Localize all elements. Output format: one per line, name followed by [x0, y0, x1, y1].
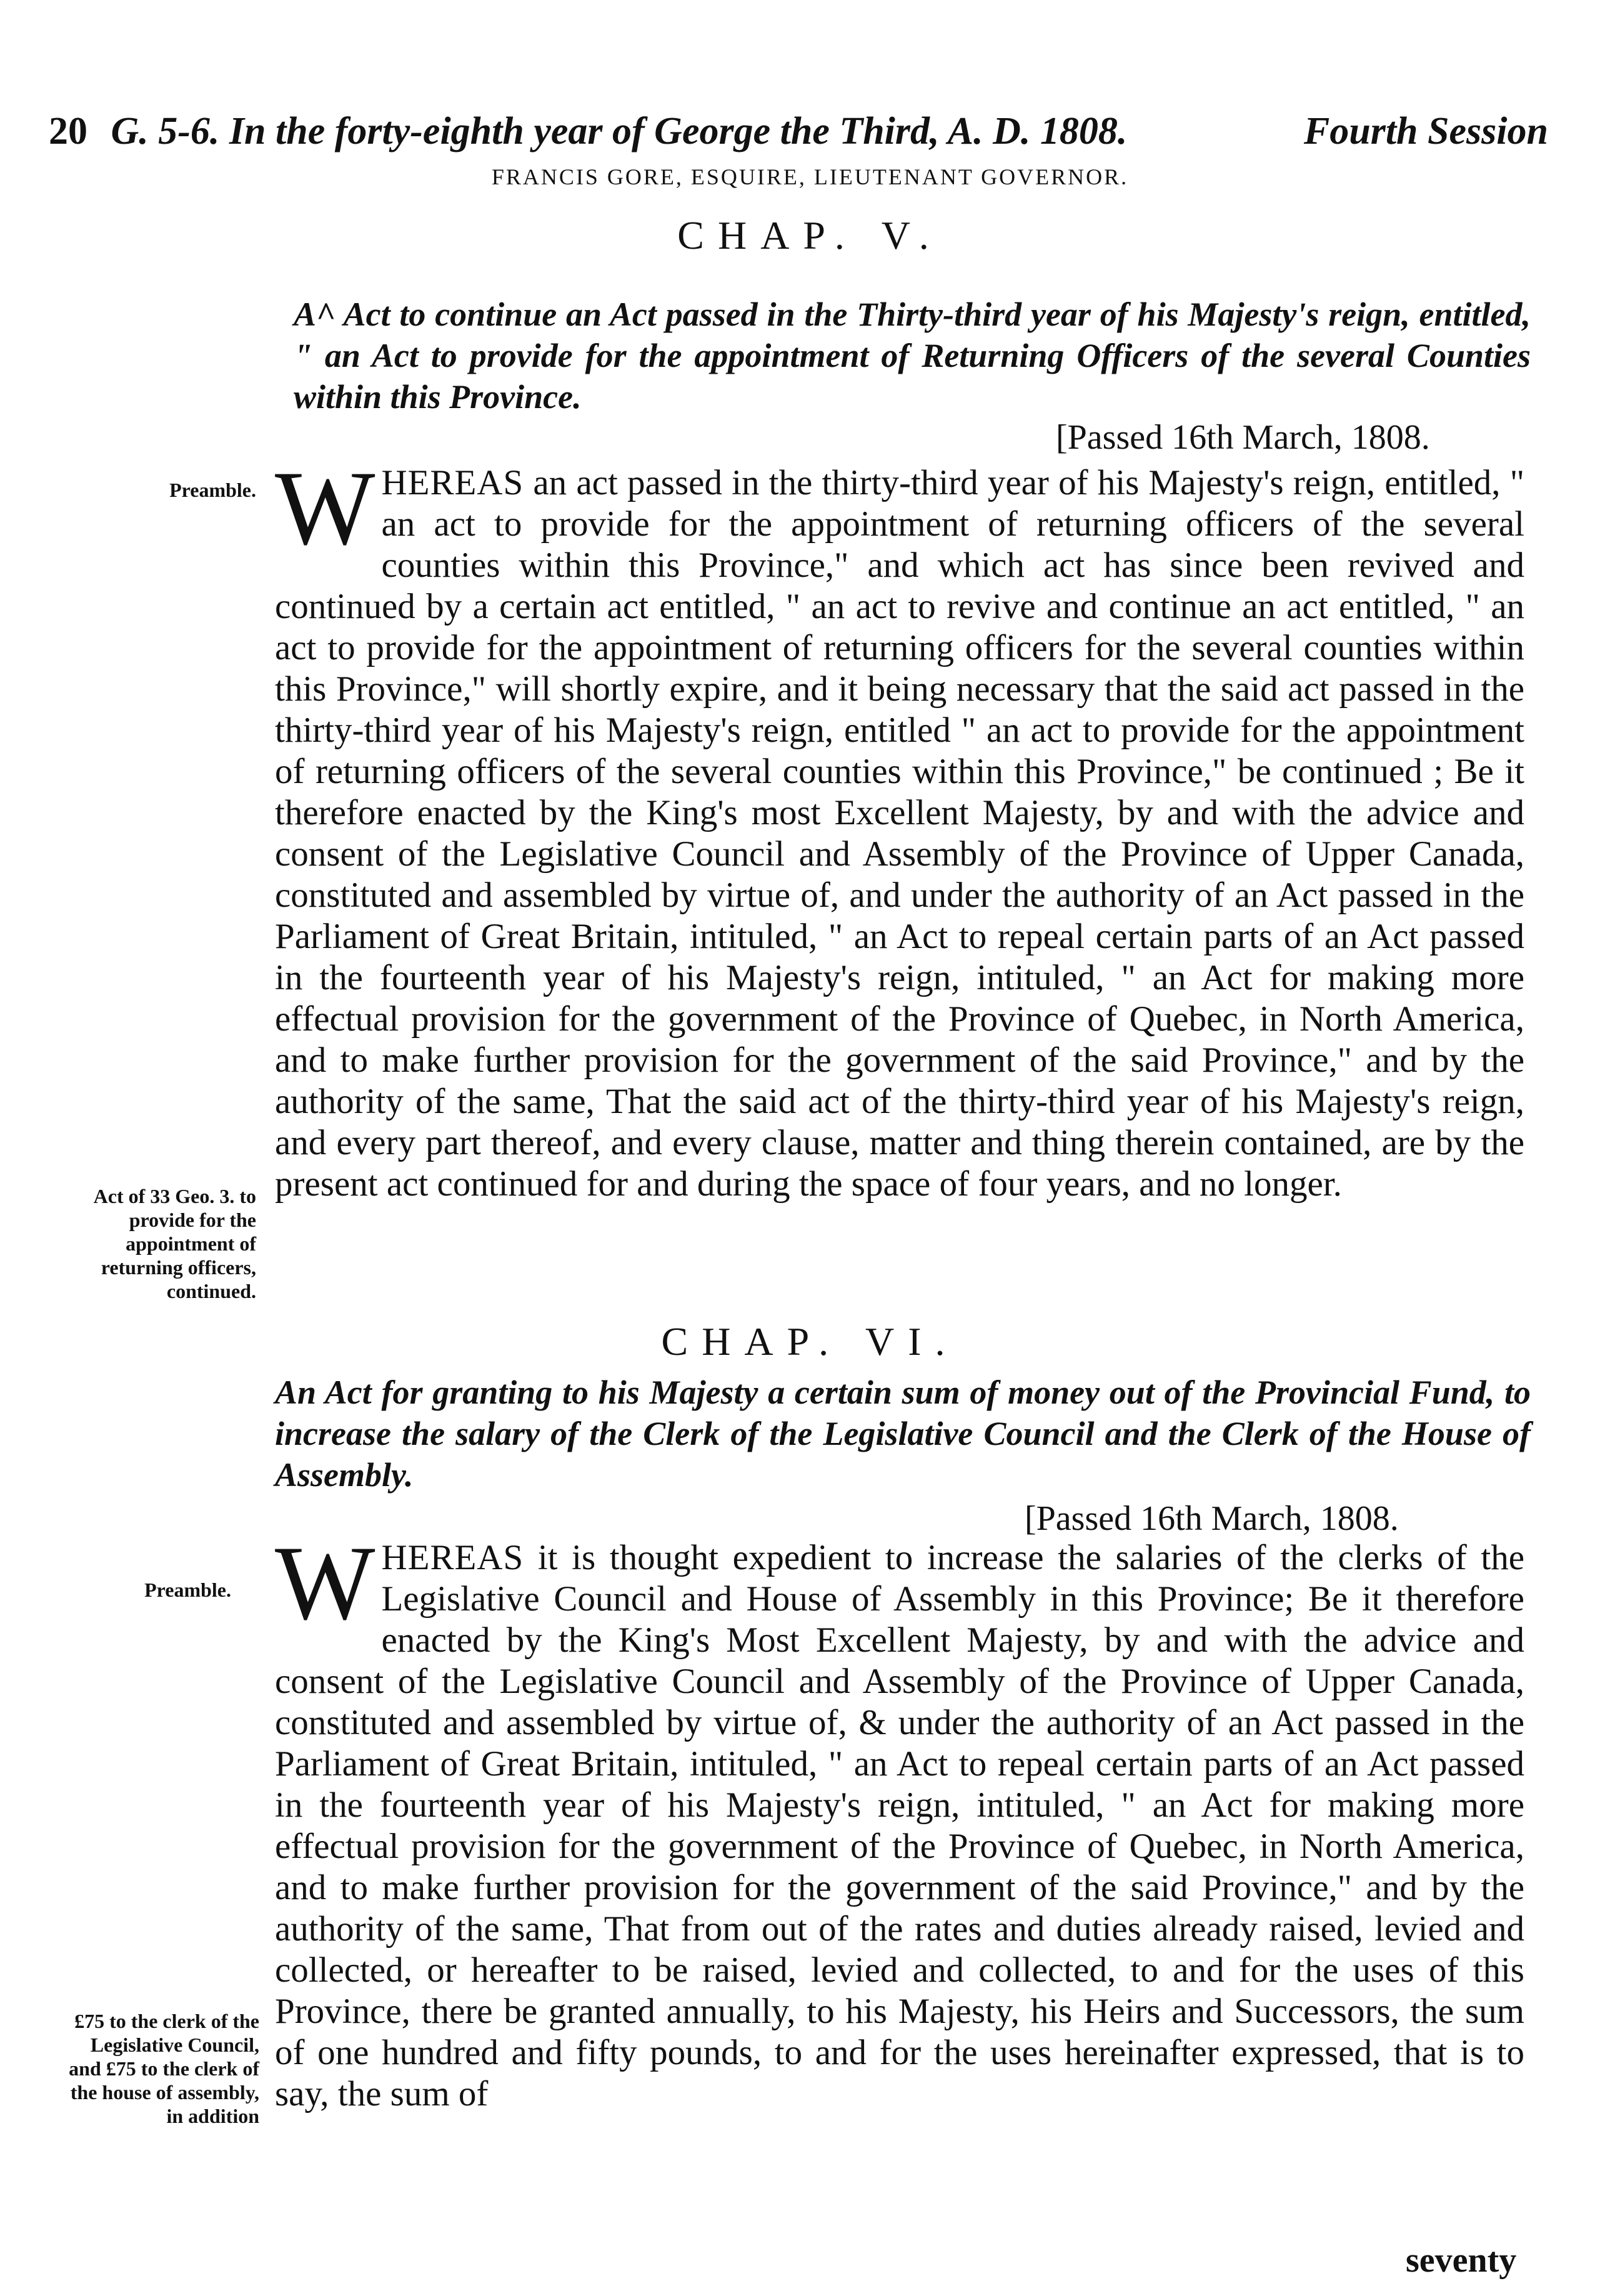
chapter-6-body — [275, 1524, 1524, 2231]
chapter-6-margin-salary: £75 to the clerk of the Legislative Council, and £75 to the clerk of the house of assembly, in addition — [69, 2010, 259, 2127]
chapter-range: G. 5-6. — [111, 110, 220, 152]
chapter-5-body-text: an act passed in the thirty-third year of his Majesty's reign, entitled, " an act to provide for the appointment of returning officers of the several counties within this Province," and which act has since been revived and continued by a certain act entitled, " an act to revive and continue an act entitled, " an act to provide for the appointment of returning officers for the several counties within this Province," will shortly expire, and it being necessary that the said act passed in the thirty-third year of his Majesty's reign, entitled " an act to provide for the appointment of returning officers of the several counties within this Province," be continued ; Be it therefore enacted by the King's most Excellent Majesty, by and with the advice and consent of the Legislative Council and Assembly of the Province of Upper Canada, constituted and assembled by virtue of, and under the authority of an Act passed in the Parliament of Great Britain, intituled, " an Act to repeal certain parts of an Act passed in the fourteenth year of his Majesty's reign, intituled, " an Act for making more effectual provision for the government of the Province of Quebec, in North America, and to make further provision for the government of the said Province," and by the authority of the same, That the said act of the thirty-third year of his Majesty's reign, and every part thereof, and every clause, matter and thing therein contained, are by the present act continued for and during the space of four years, and no longer. — [275, 463, 1525, 1204]
chapter-5-heading: CHAP. V. — [677, 213, 943, 257]
chapter-6-passed-date: [Passed 16th March, 1808. — [1025, 1499, 1399, 1538]
running-head — [49, 109, 1548, 154]
chapter-5-passed-date: [Passed 16th March, 1808. — [1056, 418, 1430, 457]
chapter-5-margin-preamble: Preamble. — [169, 479, 256, 501]
chapter-5-first-word: HEREAS — [381, 463, 524, 502]
chapter-6-margin-preamble: Preamble. — [144, 1579, 231, 1601]
page-number: 20 — [49, 110, 87, 152]
running-subtitle: FRANCIS GORE, ESQUIRE, LIEUTENANT GOVERNOR. — [491, 164, 1129, 189]
session-label: Fourth Session — [1303, 110, 1548, 152]
chapter-6-heading: CHAP. VI. — [661, 1319, 959, 1364]
chapter-5-margin-continued: Act of 33 Geo. 3. to provide for the appointment of returning officers, continued. — [93, 1185, 256, 1302]
chapter-5-long-title: A^ Act to continue an Act passed in the Thirty-third year of his Majesty's reign, entitled, " an Act to provide for the appointment of Returning Officers of the several Counties within this Province. — [294, 296, 1531, 416]
chapter-5-body — [275, 449, 1525, 1337]
chapter-5-dropcap: W — [275, 449, 375, 567]
catchword: seventy — [1406, 2241, 1517, 2280]
chapter-6-body-text: it is thought expedient to increase the salaries of the clerks of the Legislative Council and House of Assembly in this Province; Be it therefore enacted by the King's Most Excellent Majesty, by and with the advice and consent of the Legislative Council and Assembly of the Province of Upper Canada, constituted and assembled by virtue of, & under the authority of an Act passed in the Parliament of Great Britain, intituled, " an Act to repeal certain parts of an Act passed in the fourteenth year of his Majesty's reign, intituled, " an Act for making more effectual provision for the government of the Province of Quebec, in North America, and to make further provision for the government of the said Province," and by the authority of the same, That from out of the rates and duties already raised, levied and collected, or hereafter to be raised, levied and collected, to and for the uses of this Province, there be granted annually, to his Majesty, his Heirs and Successors, the sum of one hundred and fifty pounds, to and for the uses hereinafter expressed, that is to say, the sum of — [275, 1538, 1524, 2114]
running-title: In the forty-eighth year of George the Third, A. D. 1808. — [229, 110, 1128, 152]
chapter-6-first-word: HEREAS — [381, 1538, 524, 1577]
chapter-6-dropcap: W — [275, 1524, 375, 1642]
chapter-6-long-title: An Act for granting to his Majesty a certain sum of money out of the Provincial Fund, to increase the salary of the Clerk of the Legislative Council and the Clerk of the House of Assembly. — [275, 1374, 1531, 1494]
